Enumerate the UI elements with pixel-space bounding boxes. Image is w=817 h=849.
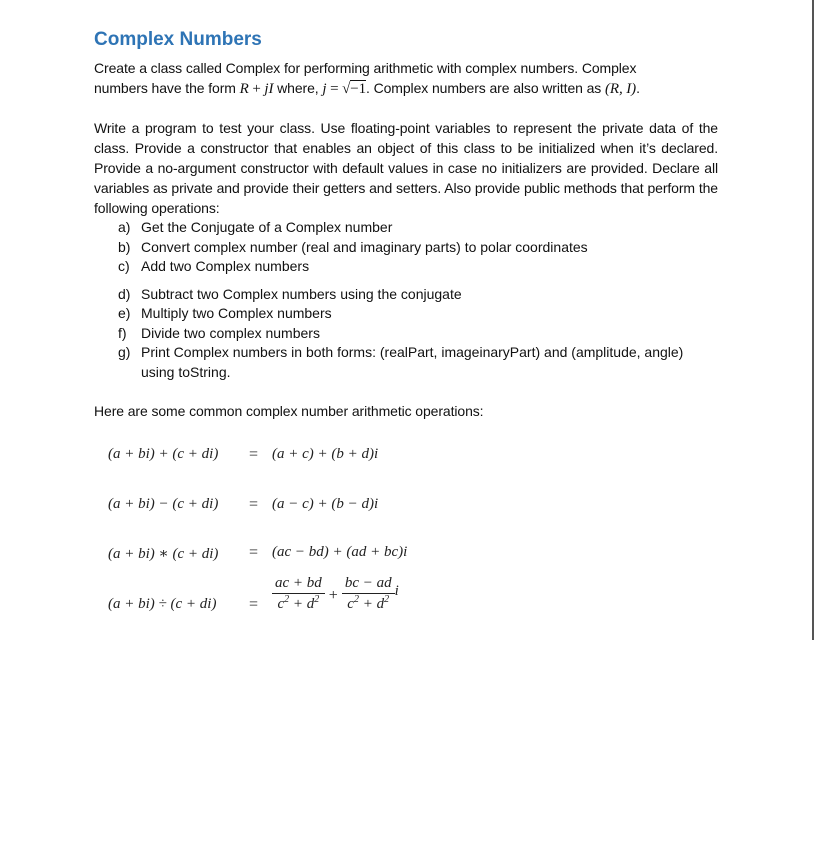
body-paragraph: Write a program to test your class. Use floating-point variables to represent the private data of the class. Provide a constructor that enables an object of this class to be initialized when it’s declared. Provide a no-argument constructor with default values in case no initializers are provided. Declare all variables as private and provide their getters and setters. Also provide public methods that perform the following operations: [94, 120, 718, 216]
list-marker: b) [118, 238, 131, 255]
formula-rhs: (ac − bd) + (ad + bc)i [272, 544, 408, 560]
intro-line-2-prefix: numbers have the form [94, 80, 240, 96]
formula-plus: + [328, 587, 338, 605]
fraction-real [272, 574, 325, 613]
den-c: c [277, 596, 285, 612]
intro-where: where, [273, 80, 323, 96]
formula-equals: = [249, 496, 259, 513]
math-pair: (R, I) [605, 81, 637, 97]
formula-equals: = [249, 544, 259, 561]
list-item [94, 343, 718, 382]
intro-end: . [636, 80, 640, 96]
list-marker: e) [118, 305, 131, 321]
list-marker: c) [118, 258, 130, 274]
list-marker: a) [118, 219, 131, 235]
formulas-intro: Here are some common complex number arithmetic operations: [94, 403, 484, 419]
math-plus: + [248, 81, 265, 97]
list-item-text: Divide two complex numbers [141, 324, 320, 341]
imaginary-unit: i [394, 583, 399, 600]
list-item-text: Print Complex numbers in both forms: (realPart, imageinaryPart) and (amplitude, angle) using toString. [141, 344, 684, 380]
list-item-text: Convert complex number (real and imaginary parts) to polar coordinates [141, 238, 588, 255]
fraction-numerator: ac + bd [272, 574, 325, 594]
list-item [94, 324, 718, 344]
formula-rhs [272, 577, 399, 616]
formula-equals: = [249, 446, 259, 463]
fraction-denominator [272, 594, 325, 613]
den-plus: + [289, 596, 307, 612]
fraction-denominator [342, 594, 395, 613]
list-item [94, 218, 718, 238]
den-c: c [347, 596, 354, 612]
list-item [94, 238, 718, 258]
exponent: 2 [353, 594, 359, 605]
sqrt-sign: √ [342, 81, 351, 97]
list-item [94, 304, 718, 324]
math-jI: jI [264, 81, 274, 97]
intro-mid: . Complex numbers are also written as [366, 80, 605, 96]
page-title: Complex Numbers [94, 29, 262, 50]
list-item-text: Add two Complex numbers [141, 258, 310, 274]
list-item-text: Multiply two Complex numbers [141, 305, 332, 321]
den-d: d [306, 596, 315, 612]
page-right-border [812, 0, 814, 640]
math-j: j [322, 81, 327, 97]
formula-lhs: (a + bi) + (c + di) [108, 446, 219, 462]
exponent: 2 [314, 594, 320, 605]
formula-rhs: (a + c) + (b + d)i [272, 446, 379, 462]
math-equals: = [326, 81, 343, 97]
exponent: 2 [284, 594, 290, 605]
operations-list-1 [94, 218, 718, 277]
formula-lhs: (a + bi) ∗ (c + di) [108, 546, 219, 562]
list-marker: d) [118, 285, 131, 302]
intro-paragraph [94, 58, 718, 99]
sqrt-body: −1 [350, 81, 367, 97]
fraction-numerator: bc − ad [342, 574, 395, 594]
formula-equals: = [249, 596, 259, 613]
formula-rhs: (a − c) + (b − d)i [272, 496, 379, 512]
den-plus: + [358, 596, 377, 612]
fraction-imag [342, 574, 395, 613]
list-marker: f) [118, 324, 127, 341]
exponent: 2 [384, 594, 390, 605]
list-item [94, 285, 718, 305]
intro-line-1: Create a class called Complex for performing arithmetic with complex numbers. Complex [94, 60, 637, 76]
list-item [94, 257, 718, 277]
math-R: R [239, 81, 249, 97]
list-item-text: Get the Conjugate of a Complex number [141, 219, 393, 235]
operations-list-2 [94, 285, 718, 383]
list-item-text: Subtract two Complex numbers using the conjugate [141, 285, 462, 302]
formula-lhs: (a + bi) − (c + di) [108, 496, 219, 512]
document-content [94, 28, 718, 421]
list-marker: g) [118, 344, 131, 360]
den-d: d [376, 596, 385, 612]
formula-lhs: (a + bi) ÷ (c + di) [108, 596, 217, 612]
